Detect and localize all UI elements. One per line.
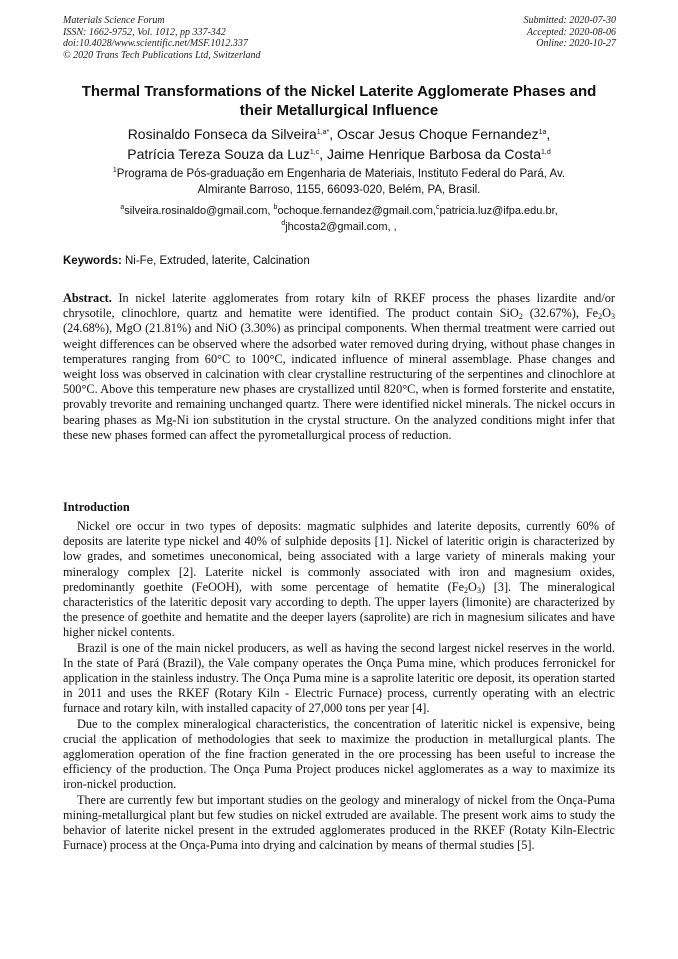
author-list	[50, 124, 628, 164]
subscript: 3	[476, 585, 481, 595]
author-affiliation-mark: 1,a*	[316, 129, 330, 136]
email-link[interactable]: patricia.luz@ifpa.edu.br,	[439, 205, 558, 217]
author-separator: ,	[546, 126, 551, 142]
online-date: Online: 2020-10-27	[536, 38, 616, 49]
abstract	[63, 291, 615, 443]
affiliation	[60, 167, 618, 198]
author-separator: ,	[319, 146, 327, 162]
copyright-line: © 2020 Trans Tech Publications Ltd, Switzerland	[63, 49, 261, 61]
affiliation-mark: 1	[112, 167, 117, 174]
subscript: 2	[598, 312, 603, 322]
paragraph: Brazil is one of the main nickel producers, as well as having the second largest nickel reserves in the world. In the state of Pará (Brazil), the Vale company operates the Onça Puma mine, which produces ferronickel for application in the stainless industry. The Onça Puma mine is a saprolite lateritic ore deposit, its operation started in 2011 and uses the RKEF (Rotary Kiln - Electric Furnace) process, currently operating with an electric furnace and rotary kiln, with installed capacity of 27,000 tons per year [4].	[63, 640, 615, 716]
email-mark: a	[120, 204, 125, 211]
subscript: 2	[518, 312, 523, 322]
title-line-1: Thermal Transformations of the Nickel Laterite Agglomerate Phases and	[81, 83, 597, 100]
section-heading-introduction: Introduction	[63, 500, 130, 514]
author-emails	[60, 204, 618, 235]
abstract-text: In nickel laterite agglomerates from rotary kiln of RKEF process the phases lizardite and/or chrysotile, clinochlore, quartz and hematite were identified. The product contain SiO	[63, 291, 615, 321]
author-separator: ,	[329, 126, 338, 142]
abstract-text: (24.68%), MgO (21.81%) and NiO (3.30%) as principal components. When thermal treatment were carried out weight differences can be observed where the adsorbed water removed during drying, without phase changes in temperatures ranging from 60°C to 100°C, indicated influence of mineral assemblage. Phase changes and weight loss was observed in calcination with clear crystalline restructuring of the serpentines and clinochlore at 500°C. Above this temperature new phases are crystallized until 820°C, when is formed forsterite and enstatite, provably trevorite and remaining unchanged quartz. There were identified nickel minerals. The nickel occurs in bearing phases as Mg-Ni ion substitution in the crystal structure. On the analyzed conditions might infer that these new phases formed can affect the pyrometallurgical process of reduction.	[63, 321, 615, 442]
affiliation-line-1: Programa de Pós-graduação em Engenharia de Materiais, Instituto Federal do Pará, Av.	[116, 168, 566, 180]
publication-info	[63, 15, 261, 61]
email-mark: c	[436, 204, 440, 211]
title-line-2: their Metallurgical Influence	[239, 102, 439, 119]
abstract-text: (32.67%), Fe	[522, 306, 599, 321]
doi-line: doi:10.4028/www.scientific.net/MSF.1012.337	[63, 38, 248, 49]
author-name: Jaime Henrique Barbosa da Costa	[327, 146, 542, 162]
submitted-date: Submitted: 2020-07-30	[523, 15, 616, 26]
publication-dates	[524, 15, 617, 50]
paragraph: Due to the complex mineralogical characteristics, the concentration of lateritic nickel is expensive, being crucial the application of methodologies that seek to maximize the production in metallurgical plants. The agglomeration operation of the fine fraction generated in the ore processing has been useful to increase the efficiency of the production. The Onça Puma Project produces nickel agglomerates as a way to maximize its iron-nickel production.	[63, 716, 615, 792]
affiliation-line-2: Almirante Barroso, 1155, 66093-020, Belém, PA, Brasil.	[197, 183, 481, 196]
author-name: Rosinaldo Fonseca da Silveira	[127, 126, 317, 142]
introduction-body	[63, 519, 615, 853]
keywords-text: Ni-Fe, Extruded, laterite, Calcination	[121, 255, 310, 267]
author-line-2	[50, 144, 628, 164]
author-line-1	[50, 124, 628, 144]
keywords	[63, 254, 615, 268]
author-name: Patrícia Tereza Souza da Luz	[127, 146, 310, 162]
subscript: 3	[611, 312, 616, 322]
email-mark: d	[281, 219, 286, 227]
issn-line: ISSN: 1662-9752, Vol. 1012, pp 337-342	[63, 26, 226, 38]
abstract-text: O	[602, 306, 612, 321]
author-affiliation-mark: 1a	[538, 129, 547, 136]
subscript: 2	[464, 585, 469, 595]
email-mark: b	[273, 204, 278, 211]
author-affiliation-mark: 1,d	[541, 149, 551, 156]
accepted-date: Accepted: 2020-08-06	[526, 26, 616, 38]
paragraph: There are currently few but important studies on the geology and mineralogy of nickel from the Onça-Puma mining-metallurgical plant but few studies on nickel extruded are available. The present work aims to study the behavior of laterite nickel present in the extruded agglomerates produced in the RKEF (Rotaty Kiln-Electric Furnace) process at the Onça-Puma into drying and calcination by means of thermal studies [5].	[63, 792, 615, 853]
author-affiliation-mark: 1,c	[309, 149, 320, 156]
keywords-label: Keywords:	[63, 255, 122, 267]
abstract-label: Abstract.	[63, 291, 112, 305]
email-link[interactable]: ochoque.fernandez@gmail.com,	[277, 205, 436, 217]
author-name: Oscar Jesus Choque Fernandez	[337, 126, 539, 142]
paragraph: Nickel ore occur in two types of deposits: magmatic sulphides and laterite deposits, currently 60% of deposits are laterite type nickel and 40% of sulphide deposits [1]. Nickel of lateritic origin is characterized by low grades, and sometimes uneconomical, being associated with a large variety of minerals making your mineralogy complex [2]. Laterite nickel is commonly associated with iron and magnesium oxides, predominantly goethite (FeOOH), with some percentage of hematite $(Fe_2O_3)$ [3]. The mineralogical characteristics of the lateritic deposit vary according to depth. The upper layers (limonite) are characterized by the presence of goethite and hematite and the deeper layers (saprolite) are rich in magnesium silicates and have higher nickel contents.	[63, 519, 615, 640]
email-link[interactable]: silveira.rosinaldo@gmail.com,	[124, 205, 274, 217]
journal-header	[63, 15, 616, 65]
journal-name: Materials Science Forum	[63, 15, 165, 26]
paper-title	[50, 82, 628, 120]
email-link[interactable]: jhcosta2@gmail.com, ,	[285, 220, 397, 233]
